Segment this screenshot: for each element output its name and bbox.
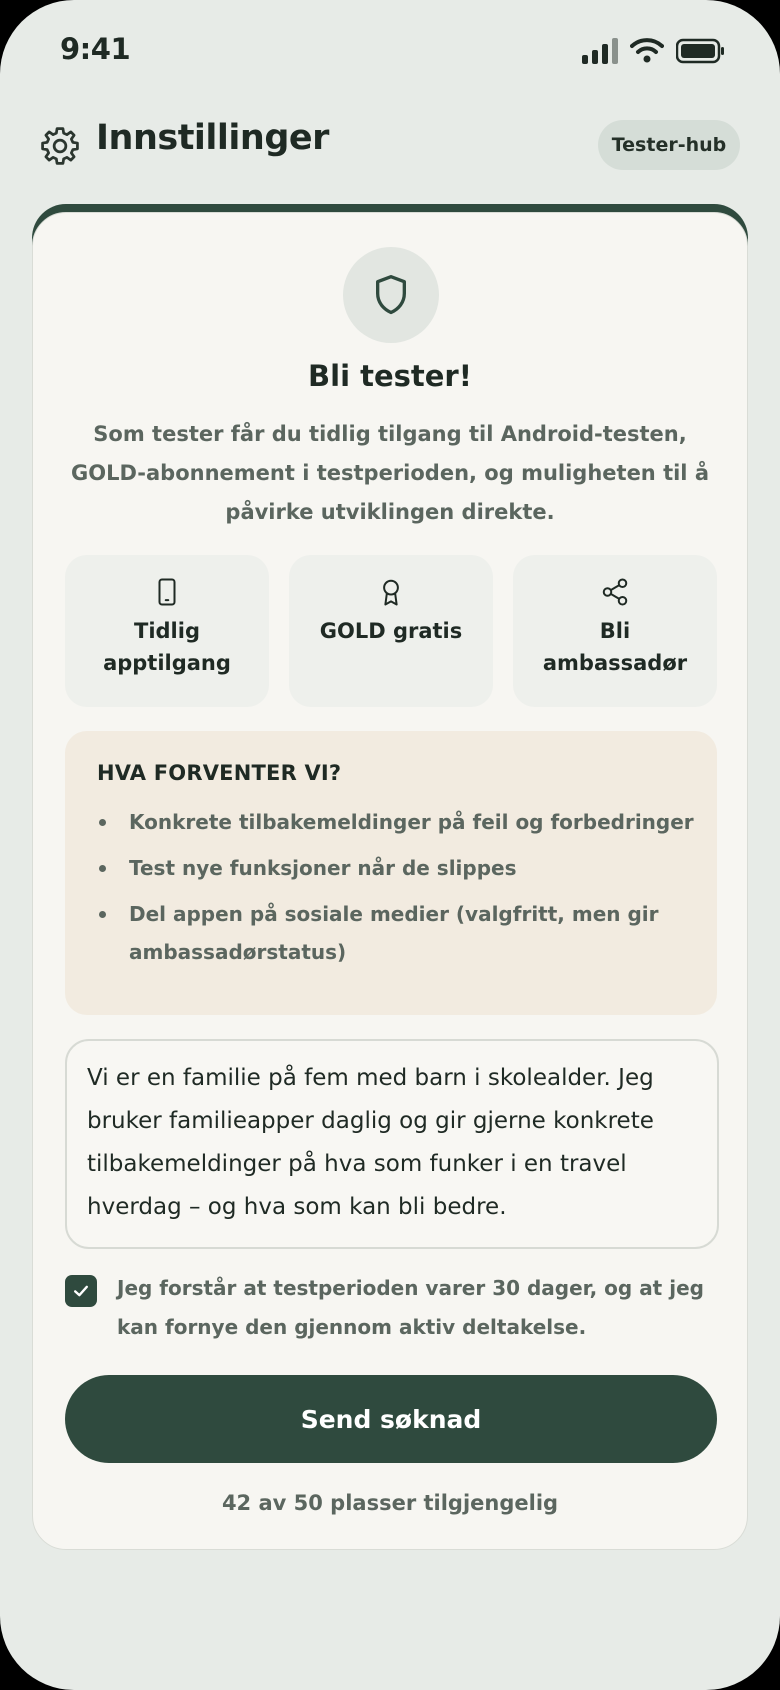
list-item: Konkrete tilbakemeldinger på feil og forbedringer xyxy=(97,803,697,841)
gear-icon xyxy=(38,124,82,168)
tester-hub-button[interactable]: Tester-hub xyxy=(598,120,740,170)
benefit-label: Bli xyxy=(599,619,631,643)
signal-icon xyxy=(582,38,620,64)
shield-badge xyxy=(343,247,439,343)
battery-icon xyxy=(676,38,724,64)
consent-row xyxy=(65,1269,717,1359)
page-header xyxy=(0,110,780,180)
wifi-icon xyxy=(630,36,664,64)
shield-icon xyxy=(371,273,411,317)
list-item: Del appen på sosiale medier (valgfritt, men gir ambassadørstatus) xyxy=(97,895,697,971)
card-title: Bli tester! xyxy=(308,359,472,393)
phone-icon xyxy=(152,577,182,607)
expectations-list xyxy=(97,803,697,979)
award-icon xyxy=(376,577,406,607)
motivation-textarea[interactable] xyxy=(65,1039,719,1249)
consent-label: Jeg forstår at testperioden varer 30 dager, og at jeg kan fornye den gjennom aktiv deltakelse. xyxy=(117,1276,704,1339)
checkmark-icon xyxy=(71,1281,91,1301)
benefit-ambassador xyxy=(513,555,717,707)
page-title: Innstillinger xyxy=(96,118,329,158)
consent-checkbox[interactable] xyxy=(65,1275,97,1307)
available-spots-text: 42 av 50 plasser tilgjengelig xyxy=(221,1491,559,1515)
share-icon xyxy=(600,577,630,607)
expectations-title: HVA FORVENTER VI? xyxy=(97,761,342,785)
list-item: Test nye funksjoner når de slippes xyxy=(97,849,697,887)
benefit-gold-free xyxy=(289,555,493,707)
status-bar xyxy=(0,0,780,100)
status-time: 9:41 xyxy=(60,32,131,66)
expectations-box xyxy=(65,731,717,1015)
benefit-label: GOLD gratis xyxy=(319,619,463,643)
motivation-text[interactable]: Vi er en familie på fem med barn i skolealder. Jeg bruker familieapper daglig og gir gjerne konkrete tilbakemeldinger på hva som funker i en travel hverdag – og hva som kan bli bedre. xyxy=(87,1065,654,1220)
benefit-label: ambassadør xyxy=(542,651,688,675)
benefit-label: apptilgang xyxy=(103,651,231,675)
benefit-early-access xyxy=(65,555,269,707)
send-application-button[interactable]: Send søknad xyxy=(65,1375,717,1463)
benefit-grid xyxy=(65,555,717,707)
tester-signup-card xyxy=(32,212,748,1550)
benefit-label: Tidlig xyxy=(134,619,200,643)
card-description: Som tester får du tidlig tilgang til Android-testen, GOLD-abonnement i testperioden, og muligheten til å påvirke utviklingen direkte. xyxy=(71,422,709,524)
